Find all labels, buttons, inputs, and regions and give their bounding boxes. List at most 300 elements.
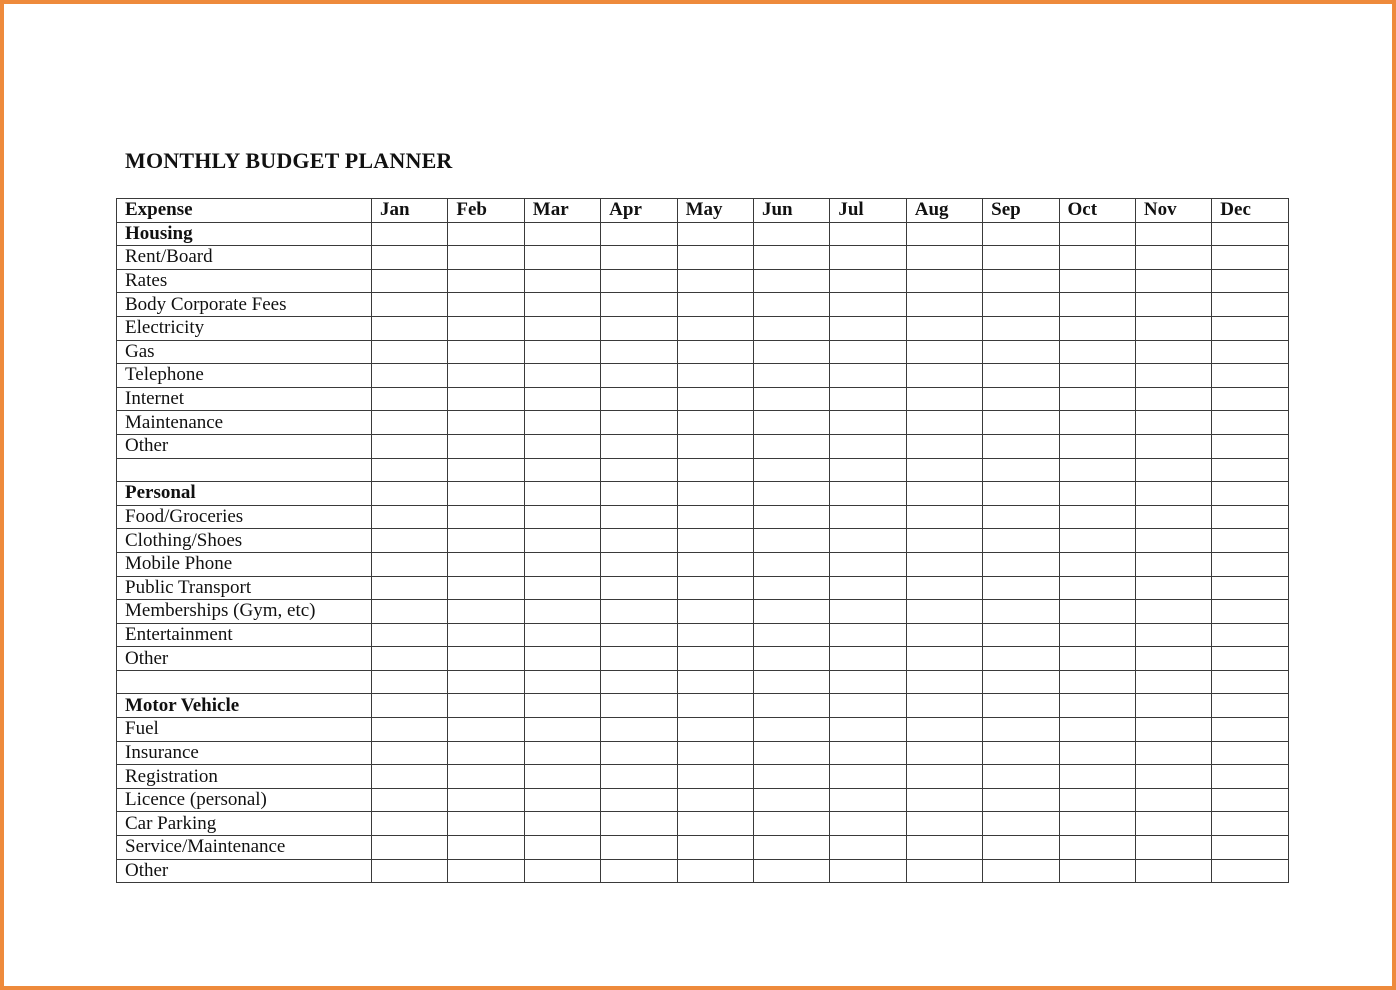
amount-cell (524, 859, 600, 883)
amount-cell (830, 293, 906, 317)
amount-cell (1135, 293, 1211, 317)
amount-cell (1135, 458, 1211, 482)
amount-cell (1212, 505, 1288, 529)
amount-cell (906, 222, 982, 246)
amount-cell (677, 741, 753, 765)
expense-label: Telephone (117, 364, 372, 388)
amount-cell (448, 222, 524, 246)
amount-cell (677, 269, 753, 293)
amount-cell (524, 269, 600, 293)
amount-cell (372, 340, 448, 364)
amount-cell (601, 718, 677, 742)
amount-cell (906, 647, 982, 671)
amount-cell (1212, 647, 1288, 671)
amount-cell (830, 340, 906, 364)
amount-cell (601, 246, 677, 270)
expense-row (117, 812, 1289, 836)
amount-cell (677, 718, 753, 742)
amount-cell (524, 340, 600, 364)
amount-cell (753, 387, 829, 411)
amount-cell (906, 812, 982, 836)
amount-cell (830, 788, 906, 812)
amount-cell (601, 765, 677, 789)
expense-row (117, 600, 1289, 624)
amount-cell (524, 765, 600, 789)
amount-cell (601, 600, 677, 624)
amount-cell (601, 411, 677, 435)
expense-label: Food/Groceries (117, 505, 372, 529)
amount-cell (448, 623, 524, 647)
amount-cell (448, 788, 524, 812)
expense-label: Entertainment (117, 623, 372, 647)
amount-cell (524, 623, 600, 647)
amount-cell (372, 411, 448, 435)
amount-cell (372, 836, 448, 860)
amount-cell (906, 269, 982, 293)
amount-cell (372, 765, 448, 789)
amount-cell (906, 765, 982, 789)
amount-cell (753, 340, 829, 364)
amount-cell (601, 387, 677, 411)
section-label: Housing (117, 222, 372, 246)
expense-row (117, 246, 1289, 270)
amount-cell (601, 552, 677, 576)
amount-cell (524, 364, 600, 388)
amount-cell (601, 623, 677, 647)
amount-cell (830, 741, 906, 765)
amount-cell (1059, 576, 1135, 600)
header-row (117, 199, 1289, 223)
amount-cell (677, 836, 753, 860)
amount-cell (601, 434, 677, 458)
amount-cell (524, 647, 600, 671)
amount-cell (601, 670, 677, 694)
expense-label: Mobile Phone (117, 552, 372, 576)
amount-cell (1135, 623, 1211, 647)
amount-cell (448, 246, 524, 270)
amount-cell (983, 316, 1059, 340)
amount-cell (601, 505, 677, 529)
amount-cell (753, 293, 829, 317)
amount-cell (677, 293, 753, 317)
amount-cell (1059, 836, 1135, 860)
amount-cell (830, 364, 906, 388)
amount-cell (1059, 623, 1135, 647)
amount-cell (830, 222, 906, 246)
amount-cell (1212, 458, 1288, 482)
amount-cell (983, 411, 1059, 435)
amount-cell (1059, 316, 1135, 340)
amount-cell (1135, 269, 1211, 293)
amount-cell (983, 836, 1059, 860)
amount-cell (1135, 600, 1211, 624)
amount-cell (753, 670, 829, 694)
amount-cell (983, 505, 1059, 529)
section-header-row (117, 222, 1289, 246)
amount-cell (830, 458, 906, 482)
amount-cell (753, 552, 829, 576)
amount-cell (524, 812, 600, 836)
amount-cell (830, 411, 906, 435)
amount-cell (830, 694, 906, 718)
amount-cell (1212, 788, 1288, 812)
month-header-aug: Aug (906, 199, 982, 223)
amount-cell (1212, 434, 1288, 458)
amount-cell (448, 552, 524, 576)
amount-cell (1059, 647, 1135, 671)
amount-cell (906, 600, 982, 624)
amount-cell (753, 623, 829, 647)
amount-cell (753, 741, 829, 765)
expense-row (117, 434, 1289, 458)
amount-cell (753, 836, 829, 860)
amount-cell (983, 340, 1059, 364)
amount-cell (601, 269, 677, 293)
amount-cell (753, 434, 829, 458)
amount-cell (1059, 552, 1135, 576)
amount-cell (524, 222, 600, 246)
blank-row (117, 670, 1289, 694)
amount-cell (983, 765, 1059, 789)
amount-cell (1212, 718, 1288, 742)
section-header-row (117, 694, 1289, 718)
section-label: Personal (117, 482, 372, 506)
amount-cell (372, 529, 448, 553)
amount-cell (830, 316, 906, 340)
amount-cell (983, 387, 1059, 411)
amount-cell (753, 458, 829, 482)
amount-cell (830, 552, 906, 576)
expense-label: Insurance (117, 741, 372, 765)
amount-cell (524, 836, 600, 860)
expense-row (117, 765, 1289, 789)
amount-cell (906, 505, 982, 529)
expense-label: Clothing/Shoes (117, 529, 372, 553)
amount-cell (372, 694, 448, 718)
amount-cell (677, 482, 753, 506)
expense-label: Car Parking (117, 812, 372, 836)
amount-cell (372, 718, 448, 742)
amount-cell (1135, 316, 1211, 340)
amount-cell (1212, 576, 1288, 600)
amount-cell (1212, 694, 1288, 718)
amount-cell (601, 741, 677, 765)
amount-cell (677, 694, 753, 718)
amount-cell (1135, 222, 1211, 246)
amount-cell (677, 364, 753, 388)
amount-cell (448, 600, 524, 624)
amount-cell (830, 529, 906, 553)
amount-cell (906, 694, 982, 718)
expense-label: Fuel (117, 718, 372, 742)
amount-cell (906, 529, 982, 553)
amount-cell (1212, 552, 1288, 576)
amount-cell (372, 576, 448, 600)
expense-row (117, 316, 1289, 340)
amount-cell (1135, 529, 1211, 553)
amount-cell (1212, 411, 1288, 435)
amount-cell (1059, 482, 1135, 506)
amount-cell (906, 411, 982, 435)
amount-cell (372, 293, 448, 317)
amount-cell (372, 788, 448, 812)
month-header-mar: Mar (524, 199, 600, 223)
amount-cell (983, 529, 1059, 553)
amount-cell (1212, 741, 1288, 765)
amount-cell (372, 741, 448, 765)
amount-cell (524, 694, 600, 718)
amount-cell (601, 576, 677, 600)
amount-cell (983, 670, 1059, 694)
amount-cell (524, 576, 600, 600)
amount-cell (983, 788, 1059, 812)
amount-cell (372, 387, 448, 411)
amount-cell (524, 741, 600, 765)
amount-cell (830, 812, 906, 836)
amount-cell (1135, 246, 1211, 270)
amount-cell (753, 316, 829, 340)
amount-cell (1059, 718, 1135, 742)
amount-cell (677, 529, 753, 553)
amount-cell (372, 458, 448, 482)
amount-cell (906, 293, 982, 317)
amount-cell (1135, 836, 1211, 860)
amount-cell (372, 812, 448, 836)
amount-cell (753, 222, 829, 246)
amount-cell (448, 812, 524, 836)
amount-cell (983, 600, 1059, 624)
amount-cell (830, 387, 906, 411)
amount-cell (1059, 765, 1135, 789)
amount-cell (753, 718, 829, 742)
month-header-may: May (677, 199, 753, 223)
expense-row (117, 836, 1289, 860)
amount-cell (448, 718, 524, 742)
amount-cell (983, 246, 1059, 270)
amount-cell (906, 552, 982, 576)
amount-cell (830, 647, 906, 671)
amount-cell (983, 458, 1059, 482)
amount-cell (830, 269, 906, 293)
section-label: Motor Vehicle (117, 694, 372, 718)
amount-cell (677, 505, 753, 529)
amount-cell (677, 600, 753, 624)
amount-cell (601, 316, 677, 340)
amount-cell (372, 600, 448, 624)
amount-cell (448, 293, 524, 317)
amount-cell (1212, 670, 1288, 694)
expense-row (117, 529, 1289, 553)
amount-cell (1212, 765, 1288, 789)
amount-cell (1135, 505, 1211, 529)
amount-cell (1135, 718, 1211, 742)
amount-cell (372, 623, 448, 647)
amount-cell (601, 458, 677, 482)
amount-cell (1135, 387, 1211, 411)
amount-cell (448, 529, 524, 553)
amount-cell (830, 576, 906, 600)
amount-cell (372, 552, 448, 576)
amount-cell (1135, 741, 1211, 765)
amount-cell (1059, 269, 1135, 293)
amount-cell (677, 670, 753, 694)
amount-cell (448, 458, 524, 482)
amount-cell (906, 670, 982, 694)
amount-cell (1212, 387, 1288, 411)
amount-cell (448, 364, 524, 388)
month-header-jun: Jun (753, 199, 829, 223)
amount-cell (677, 458, 753, 482)
amount-cell (1059, 505, 1135, 529)
amount-cell (677, 434, 753, 458)
amount-cell (906, 741, 982, 765)
amount-cell (1212, 812, 1288, 836)
amount-cell (601, 222, 677, 246)
amount-cell (753, 647, 829, 671)
amount-cell (983, 741, 1059, 765)
amount-cell (1135, 859, 1211, 883)
amount-cell (1212, 246, 1288, 270)
amount-cell (906, 482, 982, 506)
amount-cell (601, 482, 677, 506)
expense-row (117, 552, 1289, 576)
amount-cell (983, 812, 1059, 836)
amount-cell (983, 718, 1059, 742)
amount-cell (448, 741, 524, 765)
expense-row (117, 364, 1289, 388)
month-header-jan: Jan (372, 199, 448, 223)
amount-cell (753, 529, 829, 553)
amount-cell (448, 765, 524, 789)
month-header-sep: Sep (983, 199, 1059, 223)
amount-cell (1212, 364, 1288, 388)
amount-cell (983, 482, 1059, 506)
expense-row (117, 788, 1289, 812)
expense-label: Internet (117, 387, 372, 411)
amount-cell (677, 387, 753, 411)
blank-label-cell (117, 458, 372, 482)
amount-cell (983, 434, 1059, 458)
amount-cell (1135, 788, 1211, 812)
amount-cell (1059, 859, 1135, 883)
amount-cell (830, 434, 906, 458)
amount-cell (372, 482, 448, 506)
amount-cell (448, 859, 524, 883)
expense-label: Maintenance (117, 411, 372, 435)
amount-cell (448, 340, 524, 364)
amount-cell (372, 316, 448, 340)
amount-cell (830, 765, 906, 789)
month-header-dec: Dec (1212, 199, 1288, 223)
amount-cell (448, 670, 524, 694)
amount-cell (677, 576, 753, 600)
amount-cell (601, 836, 677, 860)
amount-cell (1059, 600, 1135, 624)
blank-row (117, 458, 1289, 482)
amount-cell (677, 222, 753, 246)
amount-cell (983, 222, 1059, 246)
amount-cell (448, 269, 524, 293)
amount-cell (830, 836, 906, 860)
amount-cell (1212, 529, 1288, 553)
amount-cell (372, 269, 448, 293)
amount-cell (906, 316, 982, 340)
amount-cell (601, 340, 677, 364)
budget-table-body (117, 222, 1289, 883)
amount-cell (753, 788, 829, 812)
amount-cell (983, 694, 1059, 718)
expense-label: Other (117, 859, 372, 883)
amount-cell (983, 269, 1059, 293)
expense-label: Rates (117, 269, 372, 293)
amount-cell (1135, 576, 1211, 600)
expense-label: Electricity (117, 316, 372, 340)
amount-cell (753, 411, 829, 435)
amount-cell (1059, 293, 1135, 317)
amount-cell (677, 246, 753, 270)
amount-cell (983, 293, 1059, 317)
amount-cell (601, 529, 677, 553)
amount-cell (677, 788, 753, 812)
amount-cell (448, 316, 524, 340)
amount-cell (1212, 482, 1288, 506)
amount-cell (372, 670, 448, 694)
expense-row (117, 576, 1289, 600)
amount-cell (1212, 316, 1288, 340)
amount-cell (372, 246, 448, 270)
amount-cell (448, 576, 524, 600)
amount-cell (448, 411, 524, 435)
amount-cell (753, 694, 829, 718)
budget-table (116, 198, 1289, 883)
amount-cell (1135, 482, 1211, 506)
amount-cell (830, 600, 906, 624)
expense-label: Other (117, 434, 372, 458)
amount-cell (983, 647, 1059, 671)
amount-cell (983, 859, 1059, 883)
amount-cell (1212, 222, 1288, 246)
amount-cell (906, 788, 982, 812)
amount-cell (1135, 434, 1211, 458)
expense-row (117, 647, 1289, 671)
amount-cell (448, 647, 524, 671)
amount-cell (1135, 812, 1211, 836)
amount-cell (1212, 836, 1288, 860)
amount-cell (1212, 269, 1288, 293)
amount-cell (906, 718, 982, 742)
amount-cell (372, 647, 448, 671)
amount-cell (524, 600, 600, 624)
expense-row (117, 718, 1289, 742)
amount-cell (1212, 600, 1288, 624)
amount-cell (1135, 694, 1211, 718)
amount-cell (524, 718, 600, 742)
amount-cell (753, 364, 829, 388)
amount-cell (1059, 529, 1135, 553)
amount-cell (830, 718, 906, 742)
amount-cell (906, 576, 982, 600)
amount-cell (677, 411, 753, 435)
amount-cell (753, 765, 829, 789)
amount-cell (1059, 458, 1135, 482)
amount-cell (1212, 859, 1288, 883)
amount-cell (524, 788, 600, 812)
amount-cell (1059, 670, 1135, 694)
amount-cell (524, 552, 600, 576)
amount-cell (1059, 741, 1135, 765)
amount-cell (677, 812, 753, 836)
amount-cell (1059, 788, 1135, 812)
